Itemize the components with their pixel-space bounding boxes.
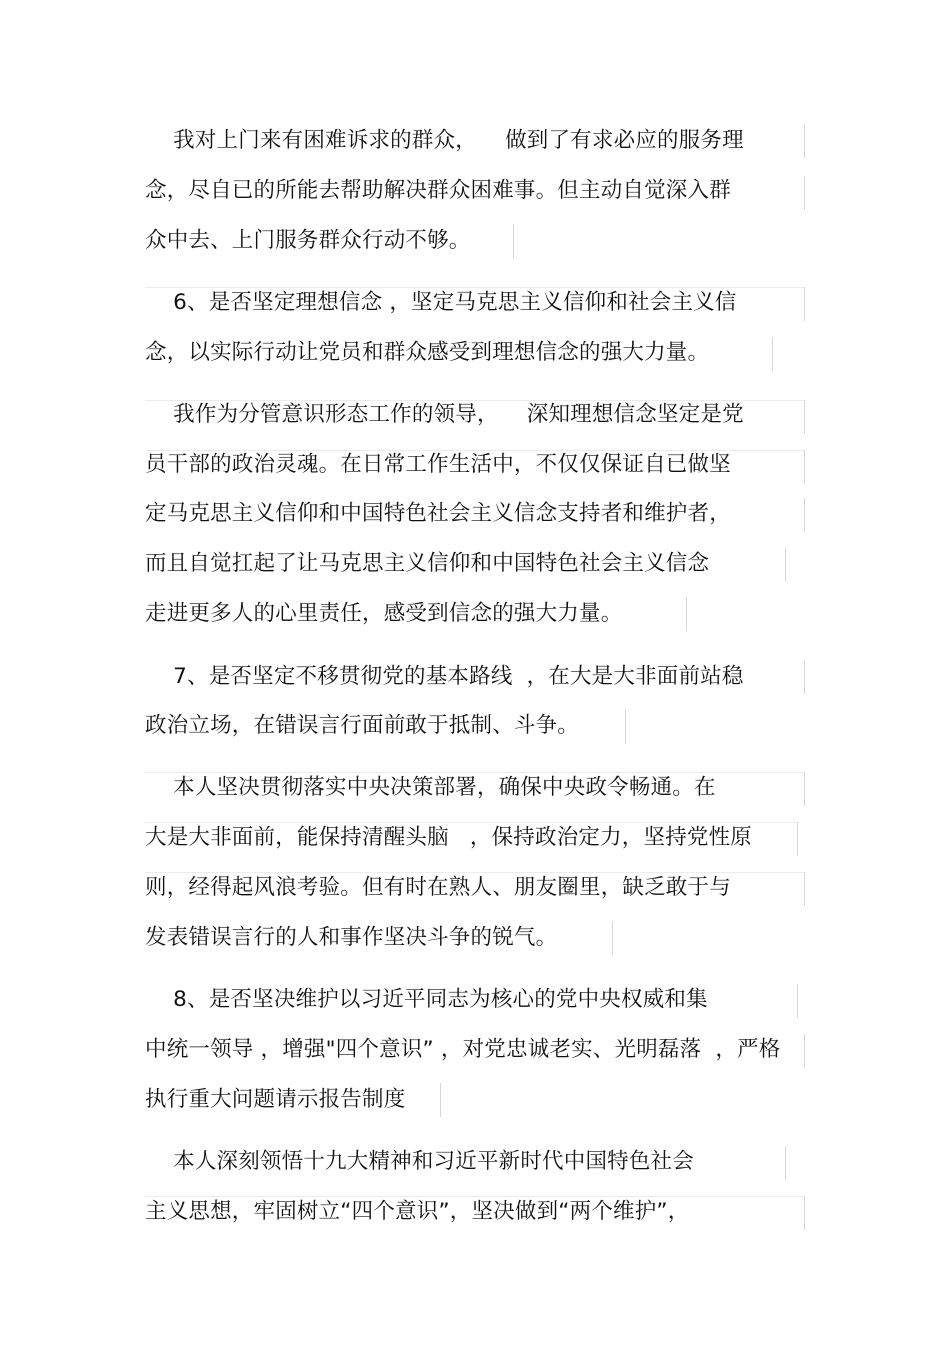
text-line: 我作为分管意识形态工作的领导， 深知理想信念坚定是党 [145, 402, 744, 427]
cell-border [772, 337, 773, 371]
section-heading-8: 8、是否坚决维护以习近平同志为核心的党中央权威和集 [145, 987, 708, 1012]
text-line: 而且自觉扛起了让马克思主义信仰和中国特色社会主义信念 [145, 551, 710, 576]
cell-border [797, 822, 798, 856]
text-line: 走进更多人的心里责任，感受到信念的强大力量。 [145, 601, 623, 626]
cell-border [513, 224, 514, 258]
cell-border [625, 710, 626, 744]
cell-border [686, 597, 687, 631]
text-line: 则，经得起风浪考验。但有时在熟人、朋友圈里，缺乏敢于与 [145, 875, 731, 900]
cell-border [804, 124, 805, 158]
section-heading-6-cont: 念，以实际行动让党员和群众感受到理想信念的强大力量。 [145, 340, 710, 365]
text-line: 员干部的政治灵魂。在日常工作生活中，不仅仅保证自已做坚 [145, 452, 731, 477]
text-line: 众中去、上门服务群众行动不够。 [145, 228, 471, 253]
text-line: 主义思想，牢固树立“四个意识”，坚决做到“两个维护”， [145, 1199, 690, 1224]
section-heading-8-cont: 中统一领导 ，增强"四个意识” ，对党忠诚老实、光明磊落 ，严格 [145, 1037, 781, 1062]
cell-border [785, 548, 786, 582]
cell-border [804, 176, 805, 210]
text-line: 定马克思主义信仰和中国特色社会主义信念支持者和维护者， [145, 501, 731, 526]
text-line: 我对上门来有困难诉求的群众， 做到了有求必应的服务理 [145, 128, 744, 153]
text-line: 大是大非面前，能保持清醒头脑 ，保持政治定力，坚持党性原 [145, 825, 753, 850]
cell-border [612, 921, 613, 955]
cell-border [797, 984, 798, 1018]
cell-border [804, 450, 805, 484]
cell-border [804, 772, 805, 806]
cell-border [804, 400, 805, 434]
section-heading-8-cont: 执行重大问题请示报告制度 [145, 1087, 406, 1112]
section-heading-7-cont: 政治立场，在错误言行面前敢于抵制、斗争。 [145, 713, 580, 738]
text-line: 发表错误言行的人和事作坚决斗争的锐气。 [145, 925, 558, 950]
section-heading-7: 7、是否坚定不移贯彻党的基本路线 ，在大是大非面前站稳 [145, 664, 744, 689]
cell-border [804, 287, 805, 321]
cell-border [804, 660, 805, 694]
section-heading-6: 6、是否坚定理想信念 ，坚定马克思主义信仰和社会主义信 [145, 290, 737, 315]
cell-border [804, 498, 805, 532]
text-line: 本人深刻领悟十九大精神和习近平新时代中国特色社会 [145, 1149, 694, 1174]
cell-border [804, 1196, 805, 1230]
cell-border [440, 1083, 441, 1117]
cell-border [804, 872, 805, 906]
cell-border [804, 1034, 805, 1068]
cell-border [785, 1146, 786, 1180]
text-line: 本人坚决贯彻落实中央决策部署，确保中央政令畅通。在 [145, 775, 716, 800]
text-line: 念，尽自已的所能去帮助解决群众困难事。但主动自觉深入群 [145, 178, 731, 203]
